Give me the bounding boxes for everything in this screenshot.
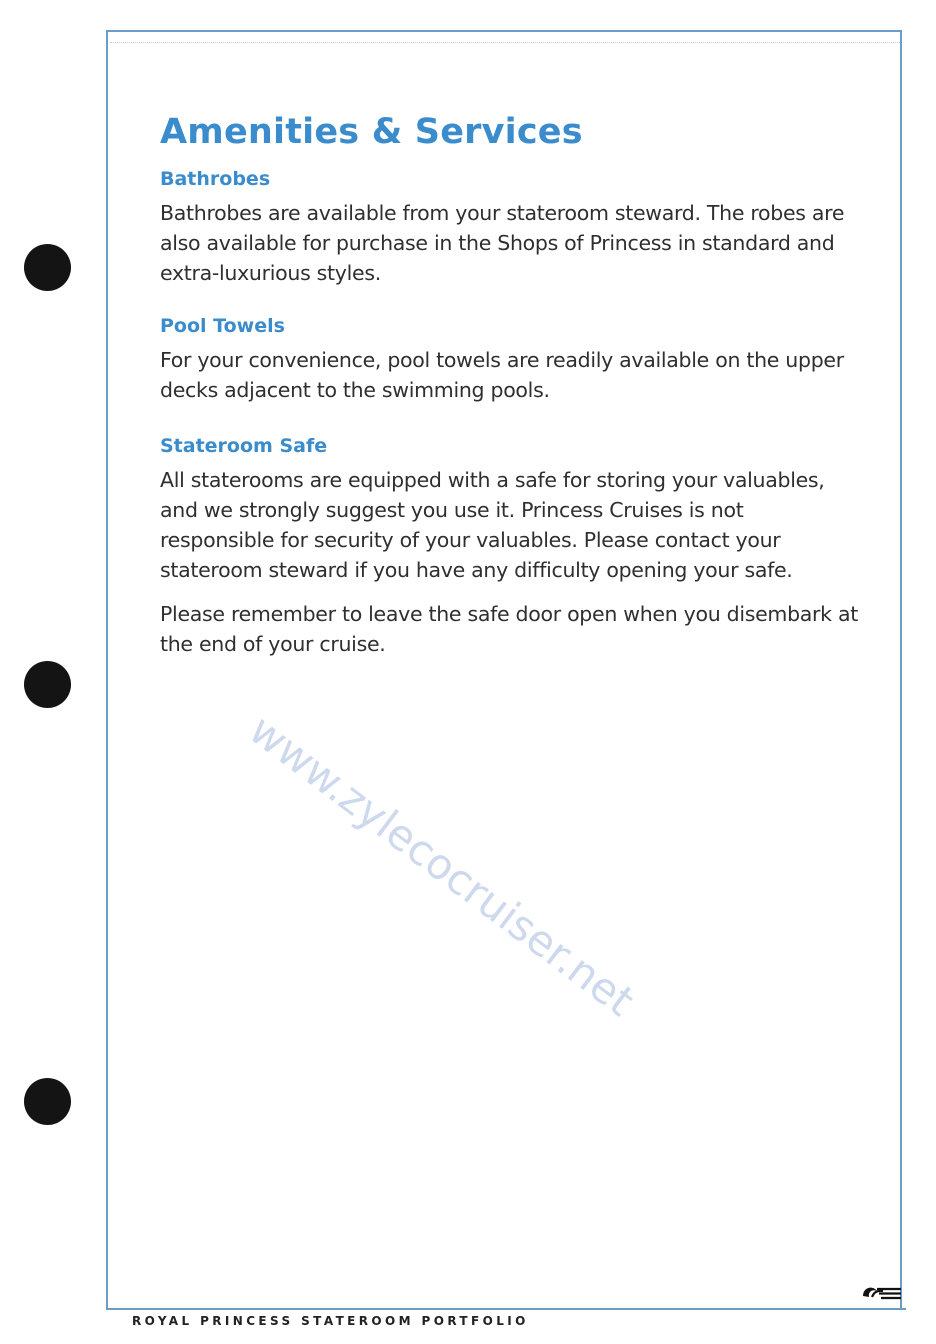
section-heading: Stateroom Safe (160, 435, 328, 457)
section-bathrobes (160, 168, 860, 288)
footer-title: ROYAL PRINCESS STATEROOM PORTFOLIO (132, 1314, 529, 1328)
section-paragraph: Bathrobes are available from your stateroom steward. The robes are also available for purchase in the Shops of Princess in standard and extra-luxurious styles. (160, 201, 845, 285)
binder-hole (24, 661, 71, 708)
binder-hole (24, 1078, 71, 1125)
page-content (160, 112, 860, 659)
section-paragraph: For your convenience, pool towels are readily available on the upper decks adjacent to the swimming pools. (160, 348, 844, 402)
bottom-divider (106, 1308, 906, 1310)
section-paragraph: All staterooms are equipped with a safe for storing your valuables, and we strongly suggest you use it. Princess Cruises is not responsible for security of your valuables. Please contact your stateroom steward if you have any difficulty opening your safe. (160, 468, 825, 582)
section-paragraph: Please remember to leave the safe door open when you disembark at the end of your cruise. (160, 602, 858, 656)
section-heading: Bathrobes (160, 168, 271, 190)
top-dotted-divider (110, 42, 900, 43)
section-pool-towels (160, 315, 860, 405)
section-heading: Pool Towels (160, 315, 285, 337)
watermark-text: www.zylecocruiser.net (240, 704, 644, 1026)
binder-hole (24, 244, 71, 291)
section-stateroom-safe (160, 435, 860, 659)
page-title: Amenities & Services (160, 112, 583, 152)
princess-seawitch-logo-icon (860, 1281, 904, 1303)
